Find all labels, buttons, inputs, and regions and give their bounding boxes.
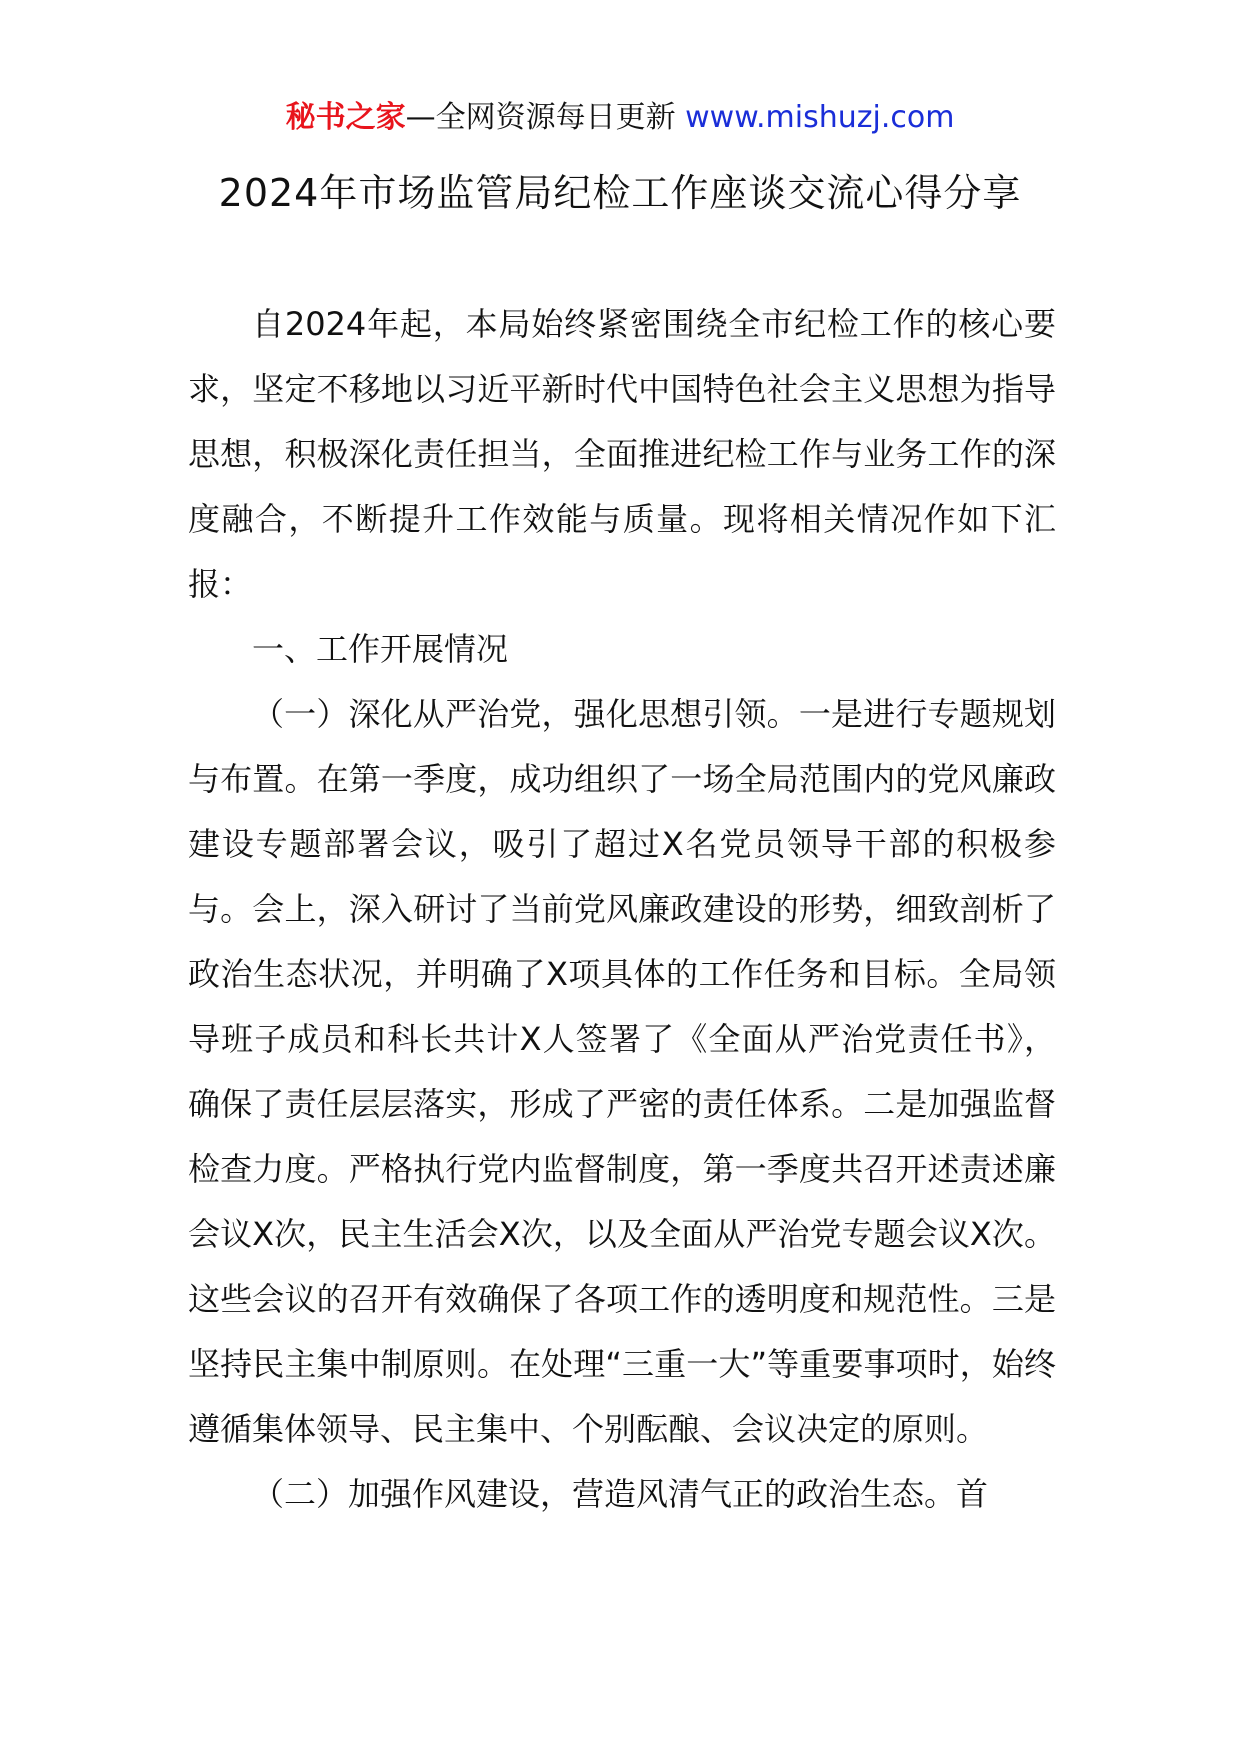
brand-name: 秘书之家 [285,100,406,135]
paragraph-section-1: （一）深化从严治党，强化思想引领。一是进行专题规划与布置。在第一季度，成功组织了一场全局范围内的党风廉政建设专题部署会议，吸引了超过X名党员领导干部的积极参与。会上，深入研讨了当前党风廉政建设的形势，细致剖析了政治生态状况，并明确了X项具体的工作任务和目标。全局领导班子成员和科长共计X人签署了《全面从严治党责任书》，确保了责任层层落实，形成了严密的责任体系。二是加强监督检查力度。严格执行党内监督制度，第一季度共召开述责述廉会议X次，民主生活会X次，以及全面从严治党专题会议X次。这些会议的召开有效确保了各项工作的透明度和规范性。三是坚持民主集中制原则。在处理“三重一大”等重要事项时，始终遵循集体领导、民主集中、个别酝酿、会议决定的原则。 [188,695,1056,1448]
header-tagline: —全网资源每日更新 [405,100,686,135]
section-heading: 一、工作开展情况 [252,630,509,668]
site-header [0,98,1240,138]
paragraph-section-2: （二）加强作风建设，营造风清气正的政治生态。首 [252,1475,989,1513]
document-body [188,292,1056,1527]
paragraph-intro: 自2024年起，本局始终紧密围绕全市纪检工作的核心要求，坚定不移地以习近平新时代中国特色社会主义思想为指导思想，积极深化责任担当，全面推进纪检工作与业务工作的深度融合，不断提升工作效能与质量。现将相关情况作如下汇报： [188,305,1056,603]
document-title: 2024年市场监管局纪检工作座谈交流心得分享 [218,171,1022,215]
site-url-link[interactable]: www.mishuzj.com [685,100,955,135]
